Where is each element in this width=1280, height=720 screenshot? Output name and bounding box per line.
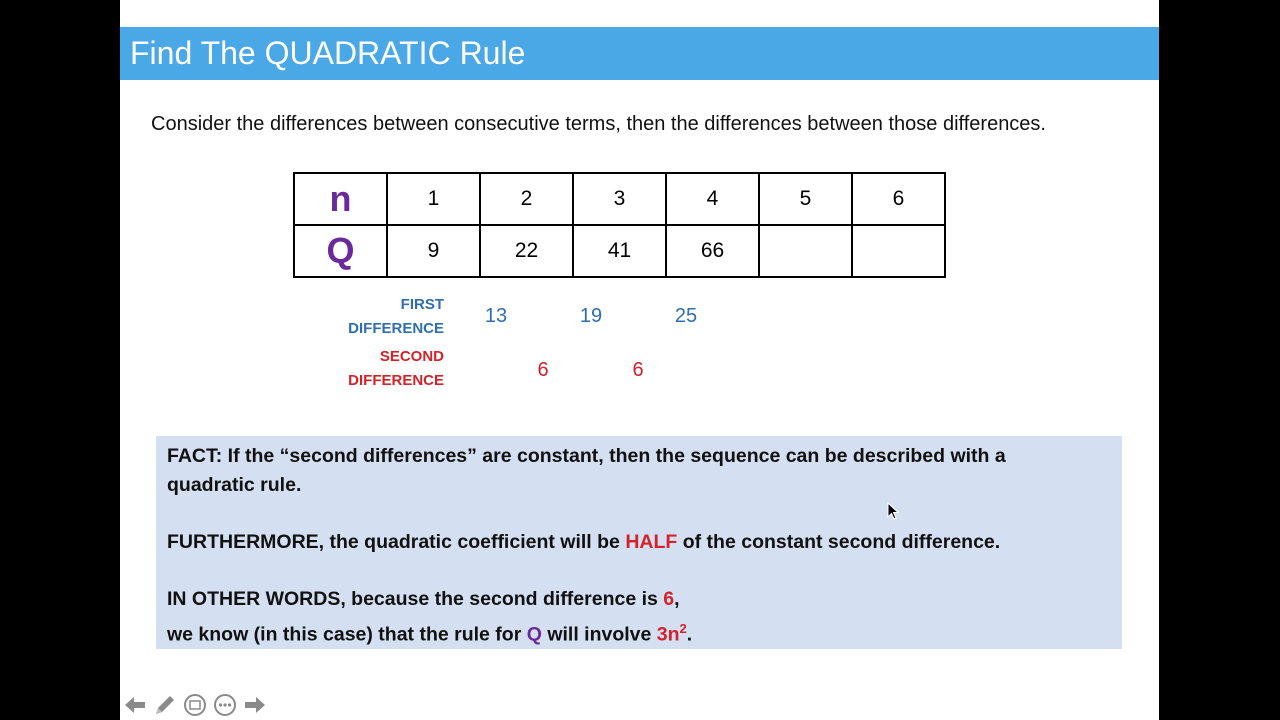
row-header-n: n (294, 173, 387, 225)
slides-icon[interactable] (182, 692, 208, 718)
fact-line2: quadratic rule. (167, 474, 302, 496)
first-difference-value: 25 (674, 305, 698, 327)
fact-line1: FACT: If the “second differences” are constant, then the sequence can be described with a (167, 445, 1006, 467)
first-difference-value: 13 (484, 305, 508, 327)
second-difference-label-line1: SECOND (379, 348, 444, 365)
fact-box (156, 436, 1122, 649)
other-pre: IN OTHER WORDS, because the second difference is (167, 588, 664, 610)
q-cell: 66 (666, 225, 759, 277)
q-cell: 9 (387, 225, 480, 277)
second-difference-value: 6 (537, 359, 549, 381)
title-bar (120, 27, 1159, 80)
first-difference-label (348, 293, 444, 341)
first-difference-label-line2: DIFFERENCE (348, 320, 444, 337)
other-words-line (167, 585, 680, 614)
second-difference-value: 6 (632, 359, 644, 381)
rule-term: 3n (656, 623, 680, 646)
furthermore-post: of the constant second difference. (677, 531, 1001, 553)
second-difference-label-line2: DIFFERENCE (348, 372, 444, 389)
arrow-left-icon[interactable] (122, 692, 148, 718)
slide-title: Find The QUADRATIC Rule (130, 35, 526, 71)
furthermore-pre: FURTHERMORE, the quadratic coefficient will be (167, 531, 626, 553)
second-difference-label (348, 345, 444, 393)
n-cell: 2 (480, 173, 573, 225)
rule-mid: will involve (541, 623, 657, 646)
half-highlight: HALF (625, 531, 678, 553)
mouse-cursor-icon (887, 502, 901, 522)
q-cell (852, 225, 945, 277)
six-highlight: 6 (663, 588, 675, 610)
q-cell (759, 225, 852, 277)
table-row-n (294, 173, 945, 225)
q-cell: 41 (573, 225, 666, 277)
other-post: , (674, 588, 680, 610)
furthermore-line (167, 528, 1000, 557)
q-highlight: Q (526, 623, 542, 646)
more-icon[interactable] (212, 692, 238, 718)
first-difference-value: 19 (579, 305, 603, 327)
intro-text: Consider the differences between consecutive terms, then the differences between those differences. (151, 113, 1046, 135)
rule-post: . (686, 623, 693, 646)
presentation-slide (120, 0, 1159, 720)
n-cell: 5 (759, 173, 852, 225)
q-cell: 22 (480, 225, 573, 277)
rule-exponent: 2 (679, 621, 687, 636)
rule-line (167, 614, 692, 650)
table-row-q (294, 225, 945, 277)
arrow-right-icon[interactable] (242, 692, 268, 718)
n-cell: 6 (852, 173, 945, 225)
n-cell: 4 (666, 173, 759, 225)
slideshow-toolbar (122, 690, 268, 720)
sequence-table (293, 172, 946, 278)
first-difference-label-line1: FIRST (400, 296, 444, 313)
rule-pre: we know (in this case) that the rule for (167, 623, 527, 646)
row-header-q: Q (294, 225, 387, 277)
n-cell: 3 (573, 173, 666, 225)
n-cell: 1 (387, 173, 480, 225)
pen-icon[interactable] (152, 692, 178, 718)
